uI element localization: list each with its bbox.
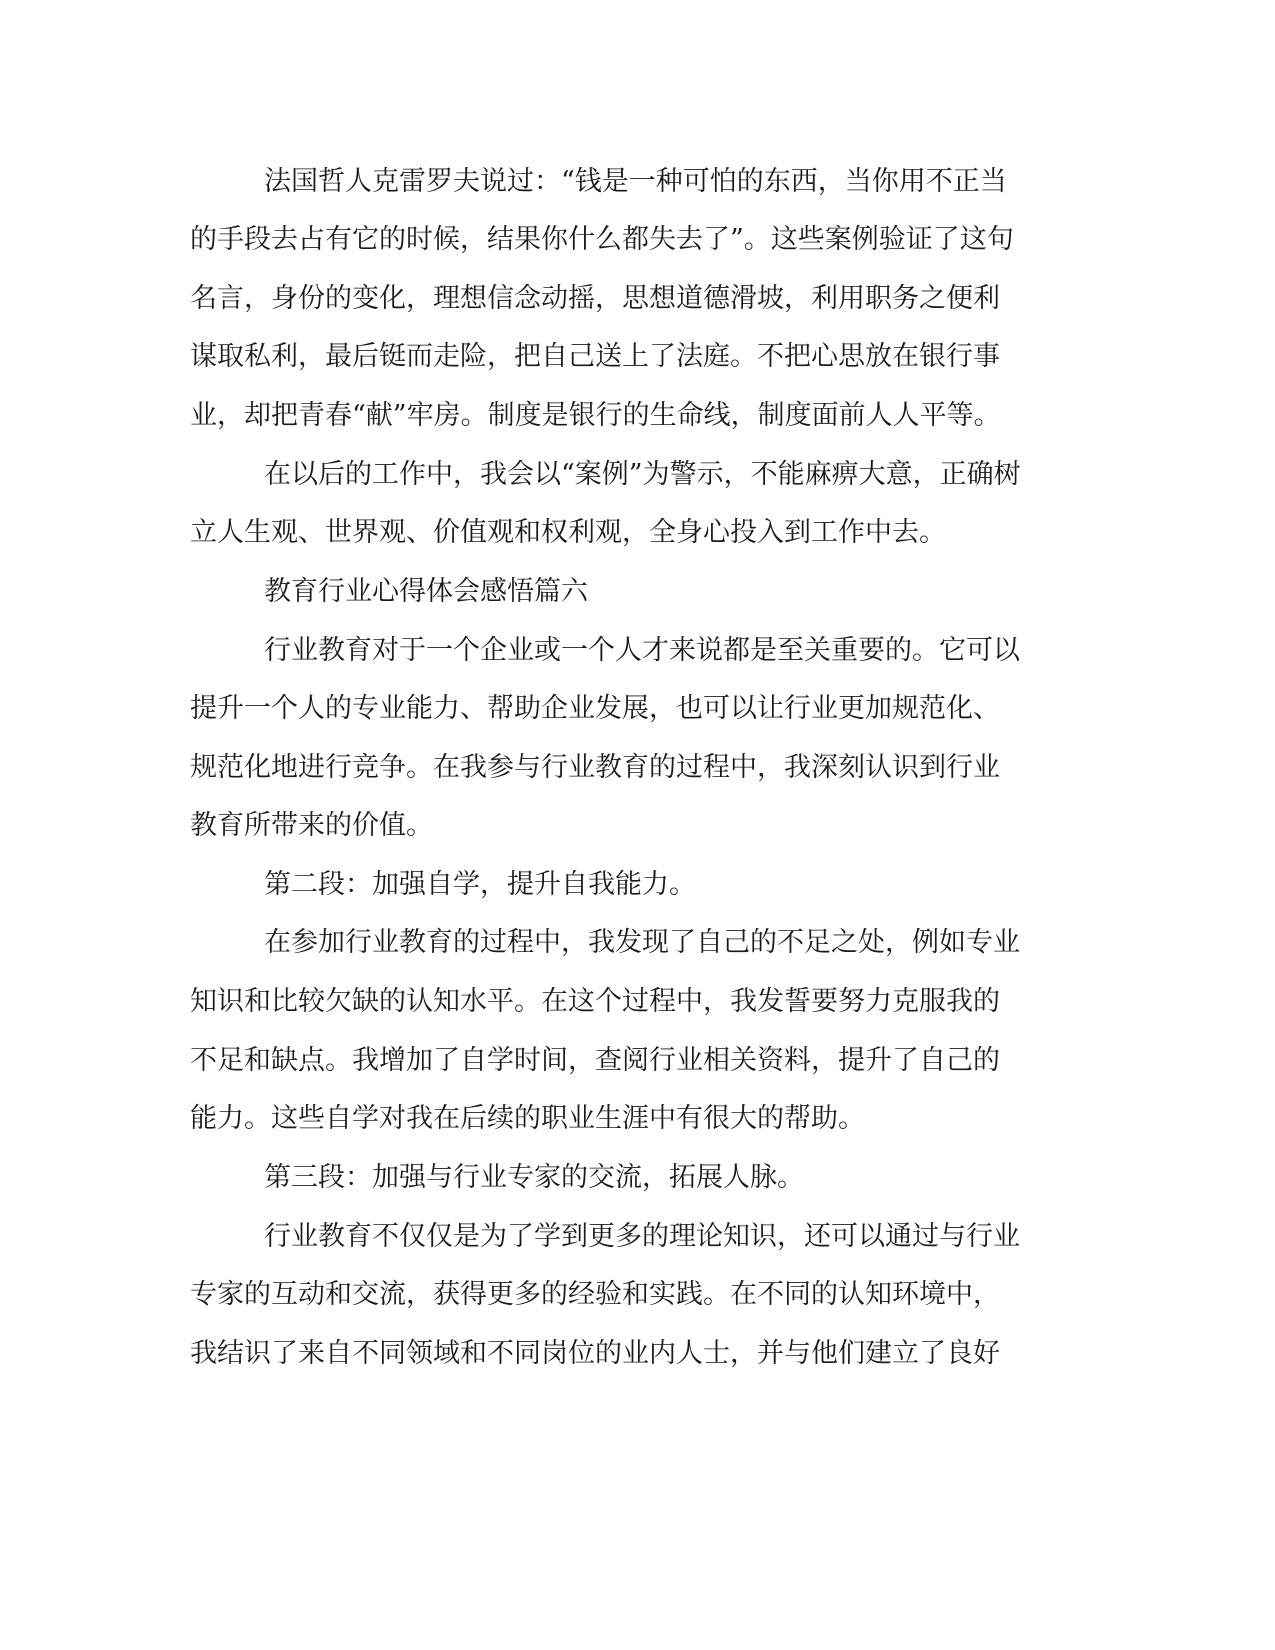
paragraph-5-line-3: 我结识了来自不同领域和不同岗位的业内人士，并与他们建立了良好 [190,1338,1000,1369]
section-title: 教育行业心得体会感悟篇六 [264,576,588,607]
paragraph-4-line-4: 能力。这些自学对我在后续的职业生涯中有很大的帮助。 [190,1103,865,1134]
paragraph-3-line-4: 教育所带来的价值。 [190,810,433,841]
paragraph-3-line-1: 行业教育对于一个企业或一个人才来说都是至关重要的。它可以 [264,635,1020,666]
paragraph-2-line-2: 立人生观、世界观、价值观和权利观，全身心投入到工作中去。 [190,517,946,548]
paragraph-4-line-2: 知识和比较欠缺的认知水平。在这个过程中，我发誓要努力克服我的 [190,986,1000,1017]
paragraph-2-line-1: 在以后的工作中，我会以“案例”为警示，不能麻痹大意，正确树 [264,459,1021,490]
paragraph-5-line-1: 行业教育不仅仅是为了学到更多的理论知识，还可以通过与行业 [264,1221,1020,1252]
paragraph-1-line-4: 谋取私利，最后铤而走险，把自己送上了法庭。不把心思放在银行事 [190,341,1000,372]
paragraph-3-line-3: 规范化地进行竞争。在我参与行业教育的过程中，我深刻认识到行业 [190,752,1000,783]
paragraph-1-line-2: 的手段去占有它的时候，结果你什么都失去了”。这些案例验证了这句 [190,224,1014,255]
paragraph-4-line-1: 在参加行业教育的过程中，我发现了自己的不足之处，例如专业 [264,927,1020,958]
paragraph-1-line-5: 业，却把青春“献”牢房。制度是银行的生命线，制度面前人人平等。 [190,400,1001,431]
paragraph-5-line-2: 专家的互动和交流，获得更多的经验和实践。在不同的认知环境中， [190,1279,1000,1310]
paragraph-4-line-3: 不足和缺点。我增加了自学时间，查阅行业相关资料，提升了自己的 [190,1045,1000,1076]
paragraph-1-line-3: 名言，身份的变化，理想信念动摇，思想道德滑坡，利用职务之便利 [190,283,1000,314]
subheading-3: 第三段：加强与行业专家的交流，拓展人脉。 [264,1162,804,1193]
subheading-2: 第二段：加强自学，提升自我能力。 [264,869,696,900]
paragraph-3-line-2: 提升一个人的专业能力、帮助企业发展，也可以让行业更加规范化、 [190,693,1000,724]
paragraph-1-line-1: 法国哲人克雷罗夫说过：“钱是一种可怕的东西，当你用不正当 [264,166,1007,197]
